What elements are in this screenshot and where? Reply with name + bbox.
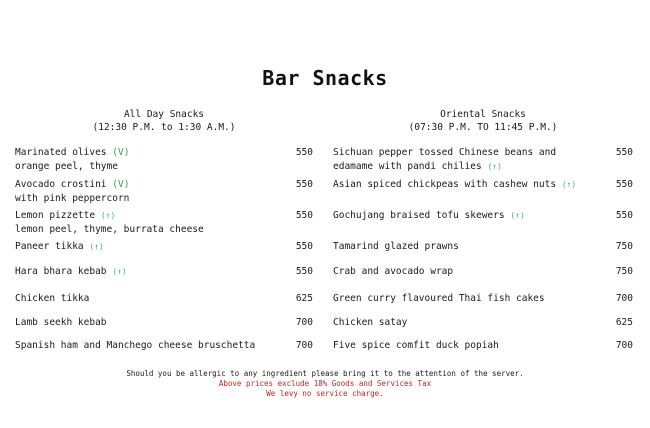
item-name: Green curry flavoured Thai fish cakes <box>333 293 545 304</box>
item-price: 700 <box>615 293 633 304</box>
item-name: Paneer tikka <box>15 241 84 252</box>
item-name: Sichuan pepper tossed Chinese beans and <box>333 147 557 158</box>
section-heading: All Day Snacks <box>123 109 205 120</box>
all-day-snacks-header <box>15 108 313 134</box>
allergy-notice: Should you be allergic to any ingredient please bring it to the attention of the server. <box>126 369 524 378</box>
menu-item <box>333 209 633 223</box>
item-name: Tamarind glazed prawns <box>333 241 459 252</box>
menu-item <box>15 240 313 254</box>
item-price: 550 <box>615 179 633 190</box>
nuts-tag: (↑) <box>561 180 577 189</box>
item-name: Crab and avocado wrap <box>333 266 454 277</box>
menu-item <box>333 178 633 192</box>
menu-title: Bar Snacks <box>262 66 388 90</box>
item-price: 700 <box>615 340 633 351</box>
item-name: Five spice comfit duck popiah <box>333 340 499 351</box>
item-name: Gochujang braised tofu skewers <box>333 210 505 221</box>
menu-item <box>15 292 313 306</box>
item-name: Avocado crostini <box>15 179 107 190</box>
item-name: Lemon pizzette <box>15 210 96 221</box>
item-name: Spanish ham and Manchego cheese bruschetta <box>15 340 256 351</box>
menu-item <box>333 316 633 330</box>
nuts-tag: (↑) <box>89 242 104 251</box>
all-day-snacks-section <box>15 108 313 351</box>
menu-item <box>15 316 313 330</box>
item-price: 550 <box>295 210 313 221</box>
item-price: 700 <box>295 340 313 351</box>
item-price: 550 <box>295 266 313 277</box>
nuts-tag: (↑) <box>487 162 502 171</box>
menu-item <box>15 146 313 174</box>
section-hours: (12:30 P.M. to 1:30 A.M.) <box>92 122 236 133</box>
service-charge-notice: We levy no service charge. <box>266 389 384 398</box>
section-hours: (07:30 P.M. TO 11:45 P.M.) <box>408 122 558 133</box>
menu-item <box>15 265 313 279</box>
item-description: orange peel, thyme <box>15 161 118 172</box>
menu-item <box>15 339 313 353</box>
item-price: 750 <box>615 241 633 252</box>
oriental-snacks-section <box>333 108 633 351</box>
item-price: 550 <box>615 147 633 158</box>
veg-tag: (V) <box>112 179 130 190</box>
menu-item <box>333 292 633 306</box>
veg-tag: (V) <box>112 147 130 158</box>
menu-item <box>333 146 633 174</box>
item-description: with pink peppercorn <box>15 193 130 204</box>
nuts-tag: (↑) <box>112 267 127 276</box>
item-price: 625 <box>615 317 633 328</box>
item-name: Chicken satay <box>333 317 408 328</box>
item-price: 550 <box>295 241 313 252</box>
item-name: Asian spiced chickpeas with cashew nuts <box>333 179 557 190</box>
menu-item <box>333 240 633 254</box>
item-price: 550 <box>615 210 633 221</box>
item-name-continued: edamame with pandi chilies <box>333 161 482 172</box>
item-price: 625 <box>295 293 313 304</box>
item-name: Marinated olives <box>15 147 107 158</box>
item-name: Chicken tikka <box>15 293 90 304</box>
nuts-tag: (↑) <box>100 211 116 220</box>
footer-notes <box>0 369 650 399</box>
item-price: 550 <box>295 147 313 158</box>
menu-item <box>333 265 633 279</box>
item-price: 700 <box>295 317 313 328</box>
nuts-tag: (↑) <box>510 211 525 220</box>
item-name: Lamb seekh kebab <box>15 317 107 328</box>
item-price: 750 <box>615 266 633 277</box>
menu-item <box>15 178 313 206</box>
menu-item <box>15 209 313 237</box>
item-description: lemon peel, thyme, burrata cheese <box>15 224 204 235</box>
item-name: Hara bhara kebab <box>15 266 107 277</box>
section-heading: Oriental Snacks <box>440 109 526 120</box>
oriental-snacks-header <box>333 108 633 134</box>
tax-notice: Above prices exclude 18% Goods and Services Tax <box>218 379 432 388</box>
menu-item <box>333 339 633 353</box>
item-price: 550 <box>295 179 313 190</box>
